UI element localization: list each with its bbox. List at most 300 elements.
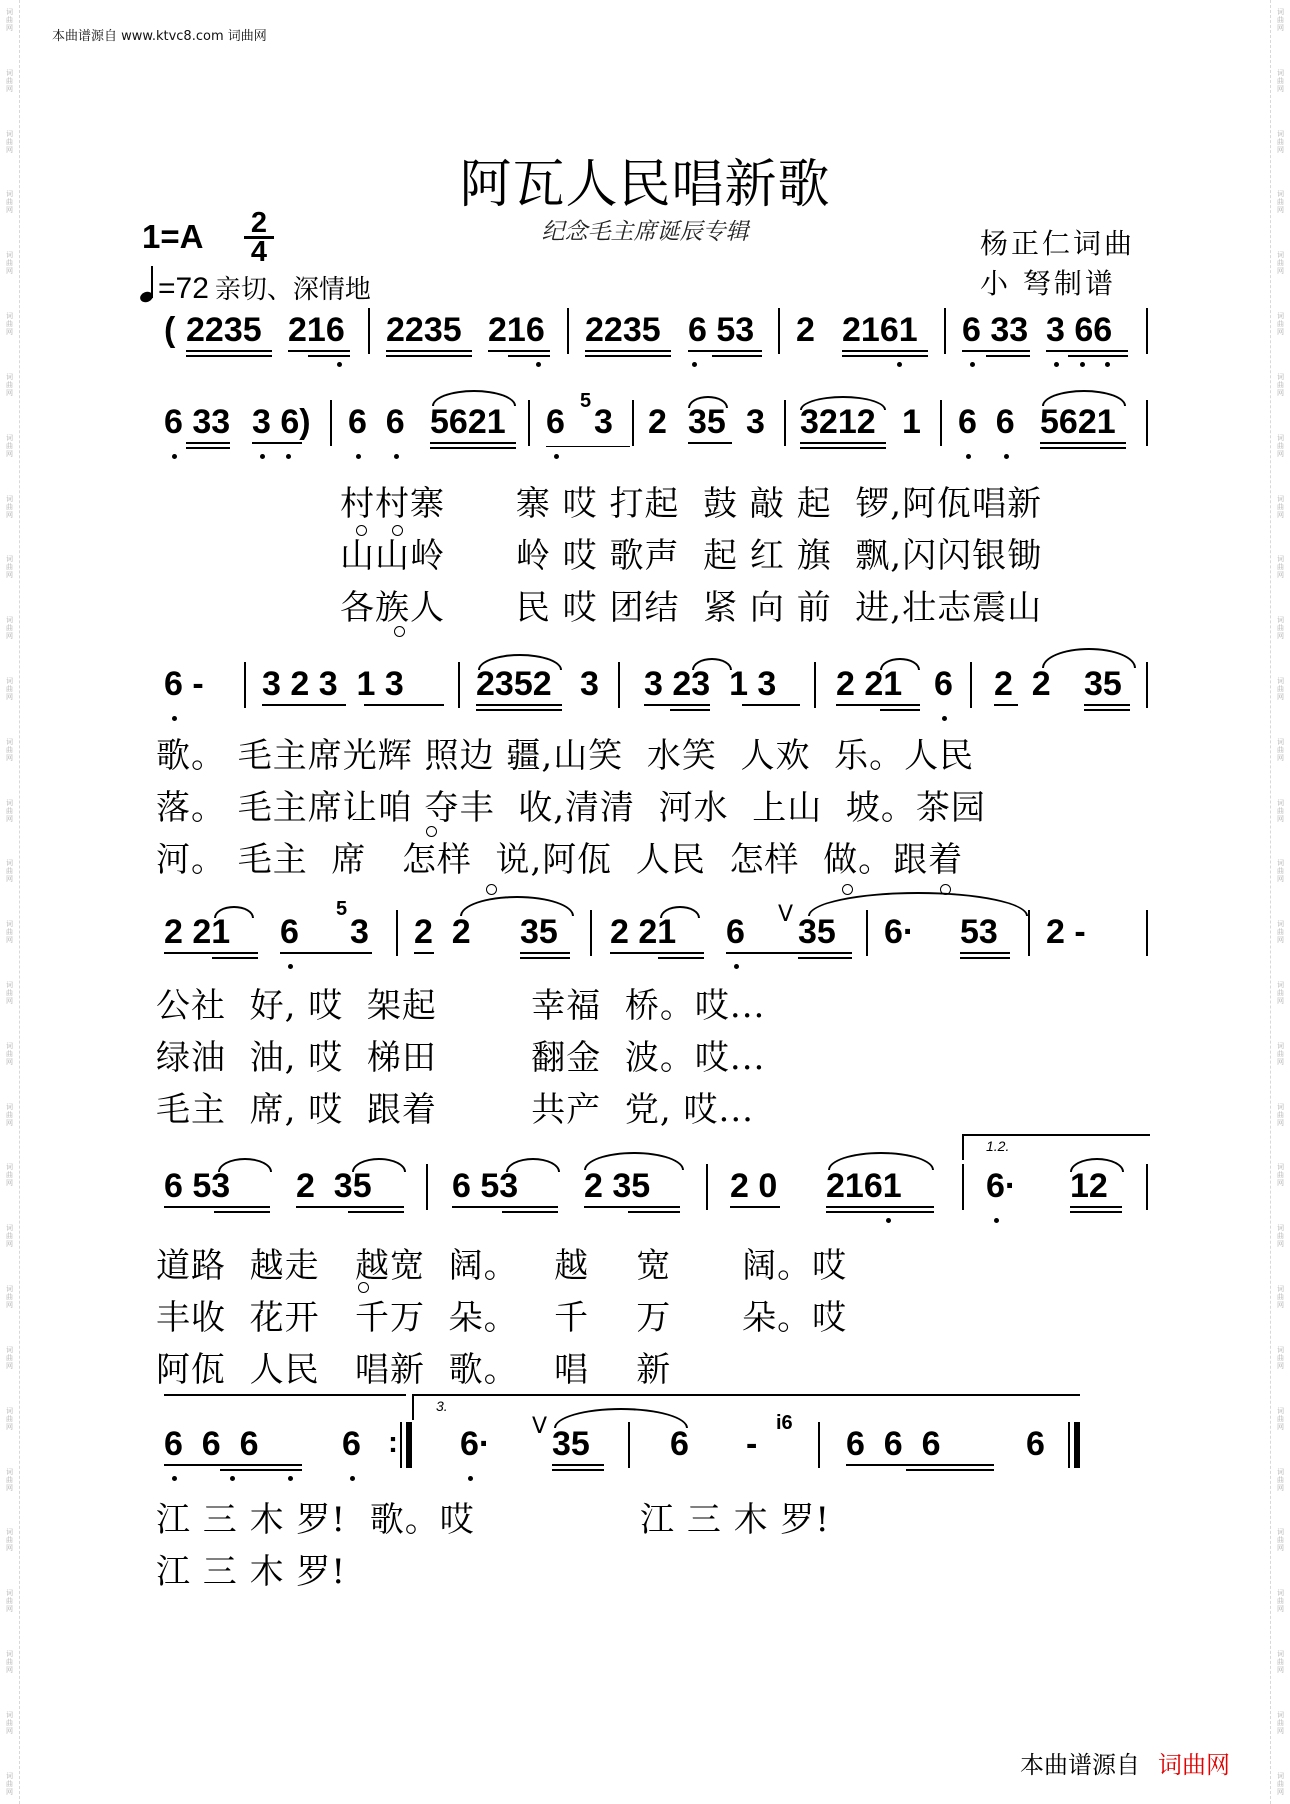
breath-mark: V (532, 1414, 548, 1439)
score-token: 2 21 (610, 913, 677, 951)
score-token: 35 (1084, 665, 1122, 703)
barline (632, 400, 634, 446)
circle-mark (356, 525, 367, 536)
score-token: 216 (288, 311, 345, 349)
beam-line (476, 704, 562, 706)
side-watermark-text: 词曲网 (1277, 190, 1284, 215)
barline (1146, 910, 1148, 956)
beam-line (880, 709, 920, 711)
side-watermark-text: 词曲网 (6, 1528, 13, 1553)
quarter-note-icon (140, 266, 154, 302)
beam-line (826, 1211, 934, 1213)
score-token: 2 (796, 311, 815, 349)
side-watermark-text: 词曲网 (1277, 494, 1284, 519)
side-watermark-text: 词曲网 (1277, 1710, 1284, 1735)
side-watermark-text: 词曲网 (6, 1224, 13, 1249)
slur (800, 396, 886, 410)
side-watermark-text: 词曲网 (6, 1041, 13, 1066)
barline (590, 910, 592, 956)
beam-line (960, 952, 1010, 954)
lyric-line: 公社 好, 哎 架起 幸福 桥。哎... (156, 986, 766, 1026)
beam-line (262, 704, 346, 706)
beam-line (430, 447, 516, 449)
octave-dot (172, 1476, 177, 1481)
circle-mark (940, 884, 951, 895)
score-token: 2161 (826, 1167, 902, 1205)
beam-line (842, 355, 928, 357)
side-watermark-text: 词曲网 (6, 1649, 13, 1674)
barline (368, 308, 370, 354)
ending-line (164, 1394, 406, 1396)
barline (458, 662, 460, 708)
source-footer (1020, 1745, 1230, 1780)
side-watermark-text: 词曲网 (6, 129, 13, 154)
beam-line (800, 447, 886, 449)
tempo-expression: 亲切、深情地 (214, 275, 371, 305)
score-token: 2 (648, 403, 667, 441)
side-watermark-text: 词曲网 (6, 494, 13, 519)
barline (1028, 910, 1030, 956)
barline (784, 400, 786, 446)
side-watermark-text: 词曲网 (1277, 1528, 1284, 1553)
beam-line (520, 952, 570, 954)
score-token: 2 35 (296, 1167, 372, 1205)
beam-line (186, 442, 230, 444)
side-watermark-text: 词曲网 (1277, 798, 1284, 823)
lyric-line: 各族人 民 哎 团结 紧 向 前 进,壮志震山 (340, 588, 1043, 628)
octave-dot (260, 454, 265, 459)
beam-line (414, 952, 434, 954)
side-watermark-text: 词曲网 (6, 312, 13, 337)
volta-label: 1.2. (986, 1138, 1010, 1154)
score-token: 6 - (164, 665, 204, 703)
score-token: 6 53 (452, 1167, 519, 1205)
lyric-line: 阿佤 人民 唱新 歌。 唱 新 (156, 1350, 672, 1390)
lyric-line: 歌。 毛主席光辉 照边 疆,山笑 水笑 人欢 乐。人民 (156, 736, 975, 776)
octave-dot (1105, 362, 1110, 367)
beam-line (730, 1206, 780, 1208)
score-token: 6 6 (348, 403, 405, 441)
beam-line (1040, 447, 1126, 449)
side-watermark-text: 词曲网 (6, 8, 13, 32)
beam-line (364, 704, 444, 706)
side-watermark-text: 词曲网 (1277, 676, 1284, 701)
side-watermark-text: 词曲网 (6, 1163, 13, 1188)
repeat-sign: : (388, 1426, 398, 1459)
side-watermark-text: 词曲网 (1277, 68, 1284, 93)
score-token: 2161 (842, 311, 918, 349)
side-watermark-text: 词曲网 (1277, 1163, 1284, 1188)
slur (880, 658, 920, 670)
octave-dot (172, 716, 177, 721)
side-watermark-text: 词曲网 (6, 555, 13, 580)
beam-line (296, 1206, 404, 1208)
slur (688, 396, 728, 408)
score-token: 2 - (1046, 913, 1086, 951)
slur (660, 906, 700, 918)
side-watermark-text: 词曲网 (1277, 859, 1284, 884)
tempo-marking (140, 266, 371, 306)
score-token: 2352 (476, 665, 552, 703)
score-token: 6 (670, 1425, 689, 1463)
side-watermark-text: 词曲网 (6, 190, 13, 215)
beam-line (800, 442, 886, 444)
beam-line (1040, 442, 1126, 444)
barline (970, 662, 972, 708)
side-watermark-text: 词曲网 (1277, 1589, 1284, 1614)
arranger-credit: 小 弩制谱 (980, 267, 1116, 300)
beam-line (644, 704, 710, 706)
lyric-line: 道路 越走 越宽 阔。 越 宽 阔。哎 (156, 1246, 848, 1286)
beam-line (1070, 1211, 1122, 1213)
side-watermark-text: 词曲网 (6, 676, 13, 701)
lyric-line: 江 三 木 罗! 歌。哎 江 三 木 罗! (156, 1500, 831, 1540)
beam-line (1084, 709, 1130, 711)
song-subtitle: 纪念毛主席诞辰专辑 (541, 219, 749, 245)
side-watermark-text: 词曲网 (1277, 737, 1284, 762)
slur (1070, 1158, 1124, 1172)
side-watermark-text: 词曲网 (1277, 1224, 1284, 1249)
side-watermark-text: 词曲网 (1277, 555, 1284, 580)
lyric-line: 绿油 油, 哎 梯田 翻金 波。哎... (156, 1038, 766, 1078)
side-watermark-text: 词曲网 (1277, 372, 1284, 397)
side-watermark-text: 词曲网 (6, 737, 13, 762)
beam-line (452, 1206, 558, 1208)
side-watermark-text: 词曲网 (6, 1102, 13, 1127)
side-watermark-text: 词曲网 (6, 251, 13, 276)
side-watermark-text: 词曲网 (6, 1771, 13, 1796)
side-watermark-text: 词曲网 (1277, 1345, 1284, 1370)
octave-dot (286, 454, 291, 459)
octave-dot (356, 454, 361, 459)
score-token: 12 (1070, 1167, 1108, 1205)
slur (808, 892, 1028, 916)
beam-line (836, 704, 920, 706)
score-token: 6 6 6 (846, 1425, 941, 1463)
barline (940, 400, 942, 446)
beam-line (386, 355, 472, 357)
slur (478, 654, 562, 670)
beam-line (212, 957, 258, 959)
beam-line (628, 1211, 680, 1213)
barline (706, 1164, 708, 1210)
beam-line (688, 442, 732, 444)
octave-dot (734, 964, 739, 969)
time-signature (244, 207, 274, 268)
barline (944, 308, 946, 354)
score-token: 6 (726, 913, 745, 951)
side-watermark-text: 词曲网 (1277, 1285, 1284, 1310)
score-token: 35 (552, 1425, 590, 1463)
barline (628, 1422, 630, 1468)
barline (567, 308, 569, 354)
score-token: 3 (746, 403, 765, 441)
slur (218, 1158, 272, 1172)
grace-note: 5 (580, 390, 592, 412)
octave-dot (172, 454, 177, 459)
side-watermark-text: 词曲网 (1277, 129, 1284, 154)
score-token: 2235 (386, 311, 462, 349)
score-token: 3 (580, 665, 599, 703)
score-token: 6 33 (962, 311, 1029, 349)
octave-dot (970, 362, 975, 367)
side-watermark-text: 词曲网 (1277, 1467, 1284, 1492)
score-token: 6 6 6 (164, 1425, 259, 1463)
slur (692, 658, 732, 670)
score-token: 3212 (800, 403, 876, 441)
beam-line (960, 957, 1010, 959)
beam-line (520, 957, 570, 959)
beam-line (712, 355, 762, 357)
octave-dot (692, 362, 697, 367)
beam-line (798, 957, 852, 959)
time-signature-top: 2 (244, 210, 274, 239)
score-token: 2 21 (836, 665, 903, 703)
side-watermark-text: 词曲网 (1277, 1649, 1284, 1674)
lyric-line: 丰收 花开 千万 朵。 千 万 朵。哎 (156, 1298, 848, 1338)
octave-dot (942, 716, 947, 721)
footer-source-label: 本曲谱源自 (1020, 1751, 1140, 1779)
barline (1074, 1422, 1080, 1468)
source-header[interactable]: 本曲谱源自 www.ktvc8.com 词曲网 (52, 29, 267, 44)
beam-line (742, 704, 800, 706)
barline (1146, 308, 1148, 354)
song-title: 阿瓦人民唱新歌 (459, 155, 831, 215)
barline (866, 910, 868, 956)
score-token: - (746, 1425, 758, 1463)
beam-line (986, 355, 1030, 357)
barline (1146, 400, 1148, 446)
octave-dot (1080, 362, 1085, 367)
slur (1042, 648, 1136, 668)
right-watermark-strip (1270, 0, 1290, 1804)
side-watermark-text: 词曲网 (6, 981, 13, 1005)
side-watermark-text: 词曲网 (1277, 616, 1284, 641)
octave-dot (966, 454, 971, 459)
beam-line (164, 952, 258, 954)
slur (214, 906, 254, 918)
score-token: 3 2 3 1 3 (262, 665, 404, 703)
score-token: 3 (594, 403, 613, 441)
slur (584, 1152, 684, 1170)
beam-line (726, 952, 852, 954)
left-watermark-strip (0, 0, 20, 1804)
tempo-value: =72 (158, 272, 209, 305)
score-token: 6 6 (958, 403, 1015, 441)
barline (1146, 662, 1148, 708)
score-token: 2235 (186, 311, 262, 349)
octave-dot (230, 1476, 235, 1481)
breath-mark: V (778, 902, 794, 927)
composer-credit: 杨正仁词曲 (980, 227, 1136, 260)
score-token: 2235 (585, 311, 661, 349)
side-watermark-text: 词曲网 (6, 1285, 13, 1310)
score-token: 2 0 (730, 1167, 778, 1205)
side-watermark-text: 词曲网 (6, 859, 13, 884)
octave-dot (536, 362, 541, 367)
side-watermark-text: 词曲网 (1277, 1041, 1284, 1066)
score-token: 2 2 (414, 913, 471, 951)
barline (330, 400, 332, 446)
octave-dot (288, 964, 293, 969)
beam-line (658, 957, 704, 959)
octave-dot (994, 1218, 999, 1223)
score-token: 6· (986, 1167, 1017, 1205)
score-token: 3 66 (1046, 311, 1113, 349)
side-watermark-text: 词曲网 (6, 1345, 13, 1370)
beam-line (220, 1469, 302, 1471)
score-token: 6 53 (164, 1167, 231, 1205)
score-token: 3 6) (252, 403, 311, 441)
side-watermark-text: 词曲网 (6, 1710, 13, 1735)
octave-dot (468, 1476, 473, 1481)
footer-brand-link[interactable]: 词曲网 (1158, 1751, 1230, 1779)
barline (406, 1422, 412, 1468)
beam-line (1084, 704, 1130, 706)
octave-dot (337, 362, 342, 367)
score-token: 6 (546, 403, 565, 441)
barline (1068, 1422, 1070, 1468)
score-token: ( (164, 311, 176, 349)
beam-line (186, 350, 272, 352)
slur (828, 1152, 934, 1170)
score-token: 6· (460, 1425, 491, 1463)
beam-line (906, 1469, 994, 1471)
volta-label: 3. (436, 1398, 448, 1414)
side-watermark-text: 词曲网 (6, 798, 13, 823)
octave-dot (886, 1218, 891, 1223)
side-watermark-text: 词曲网 (1277, 433, 1284, 458)
side-watermark-text: 词曲网 (1277, 981, 1284, 1005)
beam-line (842, 350, 928, 352)
beam-line (552, 1469, 604, 1471)
score-token: 3 23 1 3 (644, 665, 777, 703)
score-token: 6· (884, 913, 915, 951)
octave-dot (1004, 454, 1009, 459)
beam-line (214, 1211, 270, 1213)
volta-bracket (412, 1394, 1080, 1420)
beam-line (164, 1206, 270, 1208)
circle-mark (358, 1282, 369, 1293)
score-token: 35 (798, 913, 836, 951)
beam-line (186, 355, 272, 357)
lyric-line: 落。 毛主席让咱 夺丰 收,清清 河水 上山 坡。茶园 (156, 788, 986, 828)
beam-line (1068, 355, 1128, 357)
beam-line (585, 355, 671, 357)
barline (528, 400, 530, 446)
score-token: 2 2 (994, 665, 1051, 703)
score-token: 3 (350, 913, 369, 951)
score-token: 6 (280, 913, 299, 951)
slur (432, 390, 516, 406)
side-watermark-text: 词曲网 (6, 616, 13, 641)
barline (400, 1422, 402, 1468)
score-token: 5621 (430, 403, 506, 441)
lyric-line: 村村寨 寨 哎 打起 鼓 敲 起 锣,阿佤唱新 (340, 484, 1043, 524)
side-watermark-text: 词曲网 (6, 433, 13, 458)
slur (352, 1158, 406, 1172)
score-token: 53 (960, 913, 998, 951)
lyric-line: 河。 毛主 席 怎样 说,阿佤 人民 怎样 做。跟着 (156, 840, 964, 880)
beam-line (688, 350, 762, 352)
barline (778, 308, 780, 354)
side-watermark-text: 词曲网 (1277, 312, 1284, 337)
slur (1042, 390, 1126, 406)
key-signature: 1=A (142, 218, 204, 255)
beam-line (846, 1464, 994, 1466)
score-token: 35 (688, 403, 726, 441)
side-watermark-text: 词曲网 (6, 1467, 13, 1492)
barline (426, 1164, 428, 1210)
score-token: 35 (520, 913, 558, 951)
slur (506, 1158, 560, 1172)
side-watermark-text: 词曲网 (1277, 251, 1284, 276)
beam-line (308, 355, 350, 357)
beam-line (546, 446, 630, 447)
score-token: 2 35 (584, 1167, 651, 1205)
beam-line (280, 952, 372, 954)
side-watermark-text: 词曲网 (6, 920, 13, 945)
beam-line (585, 350, 671, 352)
beam-line (430, 442, 516, 444)
beam-line (288, 350, 350, 352)
beam-line (502, 1211, 558, 1213)
circle-mark (486, 884, 497, 895)
barline (244, 662, 246, 708)
side-watermark-text: 词曲网 (6, 1589, 13, 1614)
score-token: 216 (488, 311, 545, 349)
score-token: 1 (902, 403, 921, 441)
score-token: 6 (934, 665, 953, 703)
side-watermark-text: 词曲网 (1277, 1771, 1284, 1796)
circle-mark (426, 826, 437, 837)
beam-line (962, 350, 1030, 352)
octave-dot (288, 1476, 293, 1481)
barline (1146, 1164, 1148, 1210)
beam-line (476, 709, 562, 711)
side-watermark-text: 词曲网 (1277, 1406, 1284, 1431)
circle-mark (842, 884, 853, 895)
beam-line (826, 1206, 934, 1208)
side-watermark-text: 词曲网 (1277, 8, 1284, 32)
octave-dot (350, 1476, 355, 1481)
beam-line (670, 709, 710, 711)
beam-line (508, 355, 550, 357)
lyric-line: 毛主 席, 哎 跟着 共产 党, 哎... (156, 1090, 754, 1130)
beam-line (1046, 350, 1128, 352)
barline (962, 1164, 964, 1210)
lyric-line: 山山岭 岭 哎 歌声 起 红 旗 飘,闪闪银锄 (340, 536, 1043, 576)
side-watermark-text: 词曲网 (6, 68, 13, 93)
grace-note: i6 (776, 1412, 793, 1434)
beam-line (610, 952, 704, 954)
circle-mark (394, 626, 405, 637)
side-watermark-text: 词曲网 (1277, 920, 1284, 945)
side-watermark-text: 词曲网 (6, 1406, 13, 1431)
barline (618, 662, 620, 708)
octave-dot (394, 454, 399, 459)
octave-dot (554, 454, 559, 459)
beam-line (252, 442, 302, 444)
circle-mark (392, 525, 403, 536)
octave-dot (897, 362, 902, 367)
beam-line (994, 704, 1018, 706)
grace-note: 5 (336, 898, 348, 920)
beam-line (186, 447, 230, 449)
beam-line (552, 1464, 604, 1466)
score-token: 6 (1026, 1425, 1045, 1463)
barline (818, 1422, 820, 1468)
